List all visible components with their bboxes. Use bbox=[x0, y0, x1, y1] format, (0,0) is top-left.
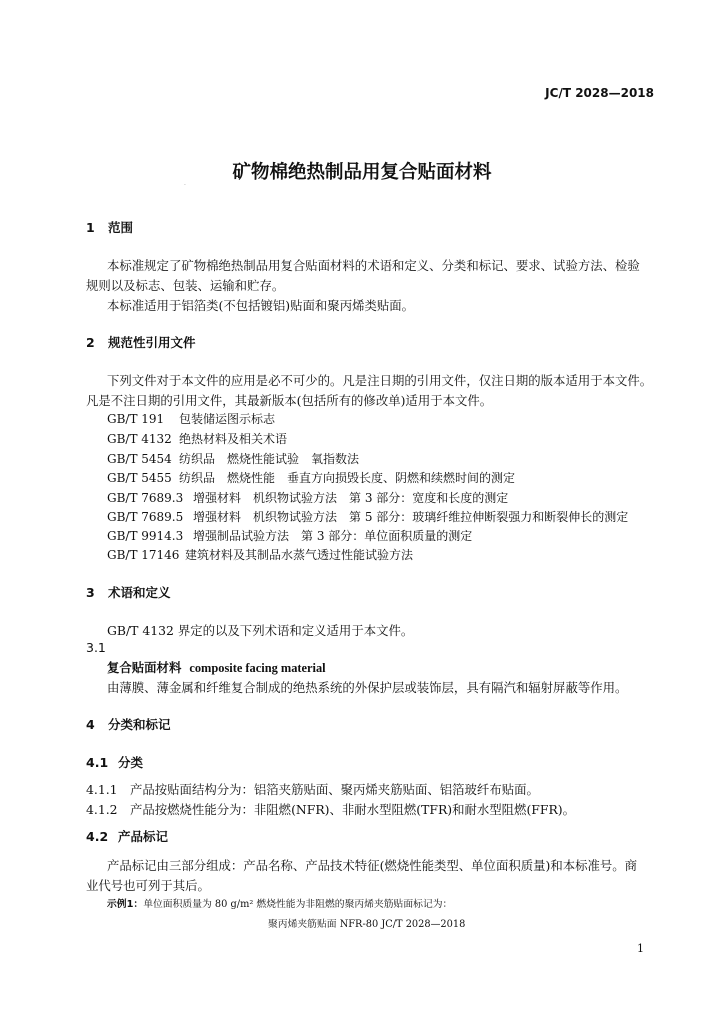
reference-item bbox=[107, 508, 628, 525]
reference-code: GB/T 5455 bbox=[107, 471, 172, 485]
clause-4-1-2 bbox=[86, 800, 575, 818]
reference-title: 建筑材料及其制品水蒸气透过性能试验方法 bbox=[185, 548, 414, 562]
reference-title: 纺织品 燃烧性能 垂直方向损毁长度、阴燃和续燃时间的测定 bbox=[179, 471, 516, 485]
subsection-4-1-heading bbox=[86, 753, 143, 771]
term-english: composite facing material bbox=[189, 661, 326, 675]
page-number: 1 bbox=[637, 942, 644, 955]
terms-intro: GB/T 4132 界定的以及下列术语和定义适用于本文件。 bbox=[107, 623, 414, 638]
reference-code: GB/T 5454 bbox=[107, 452, 172, 466]
reference-item bbox=[107, 527, 472, 544]
scope-paragraph-line-1: 本标准规定了矿物棉绝热制品用复合贴面材料的术语和定义、分类和标记、要求、试验方法、检验 bbox=[107, 258, 640, 273]
scope-paragraph-line-2: 规则以及标志、包装、运输和贮存。 bbox=[86, 278, 285, 293]
reference-item bbox=[107, 450, 359, 467]
section-title: 规范性引用文件 bbox=[108, 335, 196, 350]
reference-code: GB/T 7689.5 bbox=[107, 510, 184, 524]
term-entry bbox=[107, 658, 326, 676]
reference-item bbox=[107, 410, 275, 427]
page-title: 矿物棉绝热制品用复合贴面材料 bbox=[232, 162, 492, 183]
reference-code: GB/T 7689.3 bbox=[107, 491, 184, 505]
marking-paragraph-line-2: 业代号也可列于其后。 bbox=[86, 878, 210, 893]
section-number: 2 bbox=[86, 335, 95, 350]
clause-text: 产品按燃烧性能分为：非阻燃(NFR)、非耐水型阻燃(TFR)和耐水型阻燃(FFR)。 bbox=[130, 802, 576, 817]
references-intro-line-2: 凡是不注日期的引用文件，其最新版本(包括所有的修改单)适用于本文件。 bbox=[86, 393, 493, 408]
section-title: 范围 bbox=[108, 220, 134, 235]
reference-item bbox=[107, 469, 515, 486]
reference-item bbox=[107, 546, 413, 563]
reference-item bbox=[107, 489, 508, 506]
reference-title: 绝热材料及相关术语 bbox=[179, 432, 288, 446]
reference-code: GB/T 4132 bbox=[107, 432, 172, 446]
references-intro-line-1: 下列文件对于本文件的应用是必不可少的。凡是注日期的引用文件，仅注日期的版本适用于本文件。 bbox=[107, 373, 653, 388]
section-4-heading bbox=[86, 715, 171, 733]
section-3-heading bbox=[86, 583, 171, 601]
term-definition: 由薄膜、薄金属和纤维复合制成的绝热系统的外保护层或装饰层，具有隔汽和辐射屏蔽等作用。 bbox=[107, 680, 628, 695]
section-number: 1 bbox=[86, 220, 95, 235]
subsection-title: 分类 bbox=[118, 755, 144, 770]
example-text: 单位面积质量为 80 g/m² 燃烧性能为非阻燃的聚丙烯夹筋贴面标记为： bbox=[143, 899, 453, 910]
clause-number: 4.1.1 bbox=[86, 782, 118, 797]
reference-code: GB/T 17146 bbox=[107, 548, 180, 562]
reference-code: GB/T 9914.3 bbox=[107, 529, 184, 543]
section-number: 3 bbox=[86, 585, 95, 600]
subclause-number: 3.1 bbox=[86, 640, 106, 655]
clause-4-1-1 bbox=[86, 780, 539, 798]
clause-number: 4.1.2 bbox=[86, 802, 118, 817]
clause-text: 产品按贴面结构分为：铝箔夹筋贴面、聚丙烯夹筋贴面、铝箔玻纤布贴面。 bbox=[130, 782, 539, 797]
section-1-heading bbox=[86, 218, 133, 236]
subsection-4-2-heading bbox=[86, 827, 168, 845]
example-label: 示例1： bbox=[107, 899, 144, 910]
reference-title: 纺织品 燃烧性能试验 氧指数法 bbox=[179, 452, 360, 466]
term-chinese: 复合贴面材料 bbox=[107, 660, 182, 675]
reference-title: 增强材料 机织物试验方法 第 5 部分：玻璃纤维拉伸断裂强力和断裂伸长的测定 bbox=[193, 510, 629, 524]
reference-title: 增强材料 机织物试验方法 第 3 部分：宽度和长度的测定 bbox=[193, 491, 509, 505]
section-title: 分类和标记 bbox=[108, 717, 171, 732]
subsection-title: 产品标记 bbox=[118, 829, 169, 844]
decorative-dot: · bbox=[184, 182, 186, 189]
reference-title: 增强制品试验方法 第 3 部分：单位面积质量的测定 bbox=[193, 529, 473, 543]
section-title: 术语和定义 bbox=[108, 585, 171, 600]
example-line bbox=[107, 896, 452, 910]
subsection-number: 4.1 bbox=[86, 755, 109, 770]
scope-paragraph-2: 本标准适用于铝箔类(不包括镀铝)贴面和聚丙烯类贴面。 bbox=[107, 298, 415, 313]
marking-paragraph-line-1: 产品标记由三部分组成：产品名称、产品技术特征(燃烧性能类型、单位面积质量)和本标准号。商 bbox=[107, 858, 638, 873]
section-2-heading bbox=[86, 333, 196, 351]
reference-code: GB/T 191 bbox=[107, 412, 165, 426]
subsection-number: 4.2 bbox=[86, 829, 109, 844]
section-number: 4 bbox=[86, 717, 95, 732]
reference-item bbox=[107, 430, 287, 447]
reference-title: 包装储运图示标志 bbox=[179, 412, 276, 426]
example-marking: 聚丙烯夹筋贴面 NFR-80 JC/T 2028—2018 bbox=[268, 919, 466, 930]
standard-number-header: JC/T 2028—2018 bbox=[545, 86, 654, 100]
